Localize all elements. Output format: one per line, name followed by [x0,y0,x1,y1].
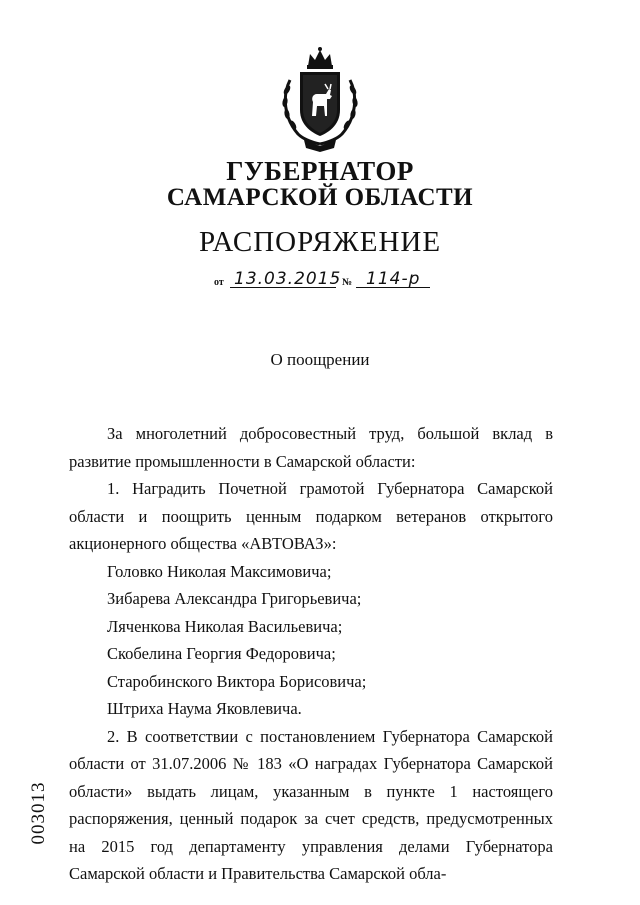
registration-code [24,770,50,860]
awardee-name: Штриха Наума Яковлевича. [107,699,302,718]
document-subject: О поощрении [270,350,370,369]
awardee-name: Ляченкова Николая Васильевича; [107,616,343,636]
item-2-paragraph: 2. В соответствии с постановлением Губернатора Самарской области от 31.07.2006 № 183 «О наградах Губернатора Самарской области» выдать лицам, указанным в пункте 1 настоящего распоряжения, ценный подарок за счет средств, предусмотренных на 2015 год департаменту управления делами Губернатора Самарской области и Правительства Самарской обла- [69,726,553,883]
document-type: РАСПОРЯЖЕНИЕ [198,226,442,258]
date-prefix: от [214,277,224,288]
number-handwritten: 114-р [366,269,421,289]
awardee-name: Скобелина Георгия Федоровича; [107,644,336,663]
awardee-name: Головко Николая Максимовича; [107,561,332,581]
date-handwritten: 13.03.2015 [234,269,342,289]
issuer-title: ГУБЕРНАТОР [226,156,414,186]
awardee-name: Старобинского Виктора Борисовича; [107,671,367,691]
issuer-region: САМАРСКОЙ ОБЛАСТИ [166,184,474,211]
awardee-name: Зибарева Александра Григорьевича; [107,589,362,608]
document-body [69,420,553,888]
coat-of-arms-icon [276,44,364,152]
intro-paragraph: За многолетний добросовестный труд, большой вклад в развитие промышленности в Самарской области: [69,424,553,471]
item-1-paragraph: 1. Наградить Почетной грамотой Губернатора Самарской области и поощрить ценным подарком ветеранов открытого акционерного общества «АВТОВАЗ»: [69,479,553,553]
registration-code-text: 003013 [28,781,49,845]
number-prefix: № [342,277,353,288]
date-number-line [214,270,434,292]
